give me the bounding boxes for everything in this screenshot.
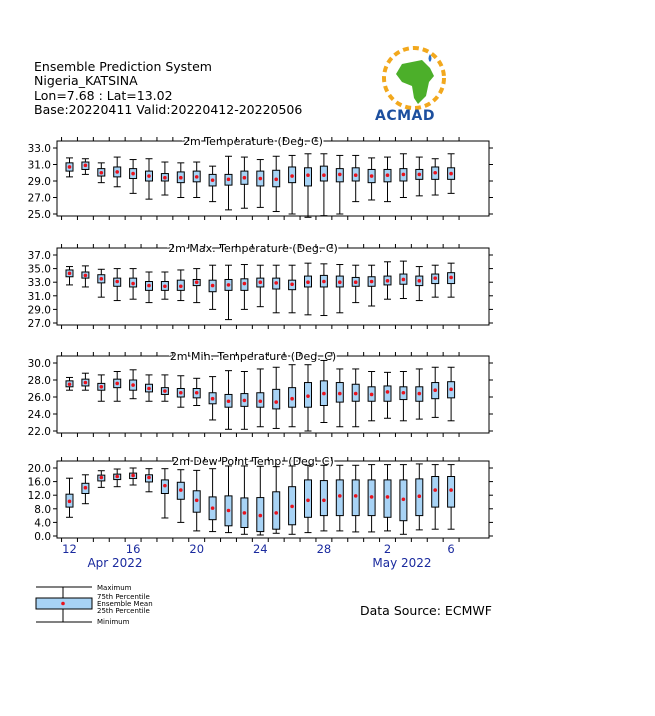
mean-dot xyxy=(147,174,151,178)
mean-dot xyxy=(211,284,215,288)
mean-dot xyxy=(449,172,453,176)
header-line-2: Nigeria_KATSINA xyxy=(34,73,138,88)
mean-dot xyxy=(147,387,151,391)
iqr-box xyxy=(273,492,280,529)
mean-dot xyxy=(131,383,135,387)
mean-dot xyxy=(274,281,278,285)
box-day-15 xyxy=(289,466,296,534)
mean-dot xyxy=(306,499,310,503)
y-tick-label: 22.0 xyxy=(27,426,51,438)
x-tick-label: 28 xyxy=(316,542,332,556)
box-day-8 xyxy=(177,376,184,407)
box-day-22 xyxy=(400,154,407,198)
mean-dot xyxy=(195,280,199,284)
mean-dot xyxy=(274,511,278,515)
panel-title: 2m Min. Temperature (Deg. C) xyxy=(169,350,337,363)
y-tick-label: 37.0 xyxy=(27,250,51,262)
mean-dot xyxy=(306,280,310,284)
y-tick-label: 31.0 xyxy=(27,290,51,303)
mean-dot xyxy=(274,400,278,404)
mean-dot xyxy=(322,499,326,503)
mean-dot xyxy=(100,277,104,281)
panel-2 xyxy=(28,242,493,330)
box-day-20 xyxy=(368,465,375,532)
box-day-5 xyxy=(130,269,137,300)
y-tick-label: 8.0 xyxy=(34,503,51,516)
box-day-9 xyxy=(193,378,200,405)
mean-dot xyxy=(243,511,247,515)
box-day-7 xyxy=(161,272,168,299)
mean-dot xyxy=(147,476,151,480)
box-day-4 xyxy=(114,469,121,487)
box-day-24 xyxy=(432,367,439,417)
box-day-18 xyxy=(336,369,343,427)
mean-dot xyxy=(131,474,135,478)
mean-dot xyxy=(370,280,374,284)
box-day-7 xyxy=(161,469,168,518)
box-day-4 xyxy=(114,372,121,402)
mean-dot xyxy=(418,173,422,177)
panel-title: 2m Max. Temperature (Deg. C) xyxy=(168,242,338,255)
mean-dot xyxy=(243,282,247,286)
mean-dot xyxy=(338,392,342,396)
mean-dot xyxy=(227,399,231,403)
box-day-17 xyxy=(320,154,327,216)
panel-1 xyxy=(28,135,493,221)
box-day-23 xyxy=(416,267,423,301)
box-day-13 xyxy=(257,160,264,208)
mean-dot xyxy=(115,382,119,386)
mean-dot xyxy=(227,283,231,287)
mean-dot xyxy=(84,486,88,490)
box-day-2 xyxy=(82,159,89,175)
box-day-13 xyxy=(257,265,264,306)
box-day-19 xyxy=(352,369,359,427)
box-day-15 xyxy=(289,365,296,427)
mean-dot xyxy=(179,284,183,288)
y-tick-label: 26.0 xyxy=(27,392,51,404)
x-tick-label: 24 xyxy=(252,542,268,556)
x-tick-label: 20 xyxy=(189,542,205,556)
box-day-21 xyxy=(384,372,391,418)
box-day-14 xyxy=(273,265,280,313)
data-source-label: Data Source: ECMWF xyxy=(360,603,492,618)
box-day-19 xyxy=(352,465,359,532)
box-day-6 xyxy=(146,375,153,401)
mean-dot xyxy=(449,488,453,492)
box-day-23 xyxy=(416,369,423,419)
box-day-21 xyxy=(384,262,391,299)
y-tick-label: 24.0 xyxy=(27,409,51,421)
y-tick-label: 28.0 xyxy=(27,375,51,387)
box-day-25 xyxy=(448,263,455,297)
box-day-12 xyxy=(241,466,248,534)
box-day-8 xyxy=(177,470,184,523)
box-day-24 xyxy=(432,465,439,530)
mean-dot xyxy=(179,488,183,492)
mean-dot xyxy=(211,178,215,182)
box-day-16 xyxy=(305,465,312,532)
box-day-17 xyxy=(320,264,327,316)
mean-dot xyxy=(195,499,199,503)
mean-dot xyxy=(322,280,326,284)
y-tick-label: 29.0 xyxy=(27,304,51,317)
y-tick-label: 4.0 xyxy=(34,517,51,530)
box-day-20 xyxy=(368,158,375,200)
mean-dot xyxy=(433,171,437,175)
box-day-2 xyxy=(82,266,89,287)
mean-dot xyxy=(354,173,358,177)
mean-dot xyxy=(68,165,72,169)
box-day-1 xyxy=(66,377,73,390)
box-day-16 xyxy=(305,365,312,431)
box-day-9 xyxy=(193,269,200,303)
mean-dot xyxy=(418,279,422,283)
box-day-8 xyxy=(177,163,184,198)
box-day-3 xyxy=(98,471,105,488)
mean-dot xyxy=(68,382,72,386)
box-day-1 xyxy=(66,267,73,285)
mean-dot xyxy=(402,278,406,282)
legend-p75-label: 75th Percentile xyxy=(97,593,150,601)
mean-dot xyxy=(449,276,453,280)
box-day-6 xyxy=(146,469,153,492)
y-tick-label: 16.0 xyxy=(27,476,51,489)
y-tick-label: 27.0 xyxy=(27,192,51,205)
y-tick-label: 12.0 xyxy=(27,490,51,503)
legend xyxy=(36,587,92,622)
legend-p25-label: 25th Percentile xyxy=(97,607,150,615)
legend-maximum-label: Maximum xyxy=(97,584,132,592)
box-day-12 xyxy=(241,372,248,430)
mean-dot xyxy=(84,274,88,278)
mean-dot xyxy=(100,385,104,389)
mean-dot xyxy=(195,391,199,395)
mean-dot xyxy=(290,174,294,178)
mean-dot xyxy=(338,494,342,498)
box-day-22 xyxy=(400,261,407,298)
mean-dot xyxy=(243,176,247,180)
month-label-apr: Apr 2022 xyxy=(87,556,143,570)
mean-dot xyxy=(354,494,358,498)
x-tick-label: 12 xyxy=(62,542,77,556)
mean-dot xyxy=(84,381,88,385)
mean-dot xyxy=(306,394,310,398)
box-day-1 xyxy=(66,158,73,177)
iqr-box xyxy=(273,389,280,409)
mean-dot xyxy=(147,284,151,288)
mean-dot xyxy=(322,173,326,177)
mean-dot xyxy=(386,495,390,499)
mean-dot xyxy=(370,495,374,499)
mean-dot xyxy=(211,397,215,401)
mean-dot xyxy=(354,392,358,396)
mean-dot xyxy=(418,494,422,498)
y-tick-label: 33.0 xyxy=(27,277,51,290)
box-day-2 xyxy=(82,475,89,504)
panel-title: 2m Dew Point Temp. (Deg. C) xyxy=(172,455,334,468)
header-line-1: Ensemble Prediction System xyxy=(34,59,212,74)
mean-dot xyxy=(418,392,422,396)
mean-dot xyxy=(370,174,374,178)
box-day-18 xyxy=(336,465,343,531)
mean-dot xyxy=(68,500,72,504)
mean-dot xyxy=(370,393,374,397)
mean-dot xyxy=(433,388,437,392)
box-day-20 xyxy=(368,372,375,421)
x-tick-label: 16 xyxy=(125,542,141,556)
box-day-12 xyxy=(241,265,248,310)
x-tick-label: 2 xyxy=(383,542,392,556)
mean-dot xyxy=(211,506,215,510)
box-day-7 xyxy=(161,375,168,401)
box-day-5 xyxy=(130,468,137,485)
mean-dot xyxy=(68,272,72,276)
box-day-10 xyxy=(209,377,216,420)
y-tick-label: 31.0 xyxy=(27,159,51,172)
box-day-25 xyxy=(448,367,455,421)
iqr-box xyxy=(320,481,327,516)
box-day-9 xyxy=(193,470,200,531)
box-day-13 xyxy=(257,369,264,427)
legend-mean-label: Ensemble Mean xyxy=(97,600,153,608)
box-day-10 xyxy=(209,265,216,309)
mean-dot xyxy=(290,282,294,286)
box-day-9 xyxy=(193,162,200,197)
box-day-25 xyxy=(448,154,455,194)
box-day-1 xyxy=(66,478,73,517)
box-day-22 xyxy=(400,465,407,535)
box-day-8 xyxy=(177,270,184,301)
acmad-logo-text: ACMAD xyxy=(375,108,435,124)
mean-dot xyxy=(386,390,390,394)
legend-minimum-label: Minimum xyxy=(97,618,130,626)
y-tick-label: 30.0 xyxy=(27,358,51,370)
y-tick-label: 0.0 xyxy=(34,531,51,543)
box-day-18 xyxy=(336,265,343,313)
box-day-23 xyxy=(416,157,423,196)
header-line-4: Base:20220411 Valid:20220412-20220506 xyxy=(34,102,303,117)
box-day-11 xyxy=(225,156,232,210)
box-day-3 xyxy=(98,375,105,401)
mean-dot xyxy=(433,488,437,492)
box-day-16 xyxy=(305,263,312,315)
box-day-16 xyxy=(305,154,312,218)
box-day-14 xyxy=(273,467,280,534)
mean-dot xyxy=(433,276,437,280)
mean-dot xyxy=(402,391,406,395)
mean-dot xyxy=(386,279,390,283)
box-day-5 xyxy=(130,160,137,194)
mean-dot xyxy=(131,172,135,176)
mean-dot xyxy=(402,497,406,501)
mean-dot xyxy=(290,397,294,401)
box-day-15 xyxy=(289,265,296,313)
mean-dot xyxy=(163,176,167,180)
mean-dot xyxy=(163,284,167,288)
box-day-23 xyxy=(416,464,423,530)
y-tick-label: 27.0 xyxy=(27,318,51,330)
y-tick-label: 29.0 xyxy=(27,176,51,188)
box-day-14 xyxy=(273,367,280,428)
box-day-19 xyxy=(352,265,359,302)
y-tick-label: 20.0 xyxy=(27,463,51,475)
box-day-10 xyxy=(209,166,216,201)
mean-dot xyxy=(259,177,263,181)
month-label-may: May 2022 xyxy=(372,556,432,570)
legend-mean-dot xyxy=(61,602,65,606)
mean-dot xyxy=(259,280,263,284)
mean-dot xyxy=(306,173,310,177)
mean-dot xyxy=(100,171,104,175)
mean-dot xyxy=(227,178,231,182)
box-day-21 xyxy=(384,465,391,531)
header-line-3: Lon=7.68 : Lat=13.02 xyxy=(34,88,173,103)
box-day-17 xyxy=(320,360,327,422)
iqr-box xyxy=(352,480,359,516)
mean-dot xyxy=(259,514,263,518)
box-day-2 xyxy=(82,373,89,390)
box-day-20 xyxy=(368,265,375,306)
box-day-5 xyxy=(130,370,137,399)
mean-dot xyxy=(386,173,390,177)
mean-dot xyxy=(274,178,278,182)
box-day-18 xyxy=(336,155,343,214)
box-day-3 xyxy=(98,163,105,183)
box-day-15 xyxy=(289,155,296,214)
mean-dot xyxy=(115,170,119,174)
box-day-24 xyxy=(432,265,439,297)
box-day-25 xyxy=(448,465,455,530)
box-day-7 xyxy=(161,162,168,195)
mean-dot xyxy=(163,484,167,488)
mean-dot xyxy=(227,509,231,513)
box-day-11 xyxy=(225,371,232,430)
y-tick-label: 35.0 xyxy=(27,263,51,276)
x-tick-label: 6 xyxy=(447,542,455,556)
mean-dot xyxy=(131,282,135,286)
y-tick-label: 33.0 xyxy=(27,143,51,155)
box-day-17 xyxy=(320,465,327,531)
box-day-11 xyxy=(225,466,232,533)
box-day-6 xyxy=(146,272,153,303)
box-day-22 xyxy=(400,372,407,421)
box-day-19 xyxy=(352,155,359,201)
mean-dot xyxy=(338,173,342,177)
box-day-12 xyxy=(241,157,248,208)
box-day-24 xyxy=(432,159,439,195)
mean-dot xyxy=(163,389,167,393)
box-day-10 xyxy=(209,469,216,532)
box-day-14 xyxy=(273,156,280,211)
panel-4 xyxy=(28,455,493,543)
mean-dot xyxy=(290,505,294,509)
mean-dot xyxy=(115,475,119,479)
mean-dot xyxy=(354,280,358,284)
box-day-11 xyxy=(225,265,232,319)
box-day-4 xyxy=(114,269,121,301)
mean-dot xyxy=(243,399,247,403)
mean-dot xyxy=(100,476,104,480)
box-day-13 xyxy=(257,466,264,535)
mean-dot xyxy=(259,399,263,403)
mean-dot xyxy=(84,164,88,168)
mean-dot xyxy=(179,176,183,180)
mean-dot xyxy=(115,280,119,284)
mean-dot xyxy=(195,175,199,179)
iqr-box xyxy=(336,480,343,516)
mean-dot xyxy=(322,392,326,396)
panel-title: 2m Temperature (Deg. C) xyxy=(183,135,323,148)
box-day-4 xyxy=(114,157,121,187)
y-tick-label: 25.0 xyxy=(27,209,51,221)
mean-dot xyxy=(402,173,406,177)
mean-dot xyxy=(179,391,183,395)
mean-dot xyxy=(449,388,453,392)
box-day-6 xyxy=(146,159,153,199)
mean-dot xyxy=(338,280,342,284)
box-day-21 xyxy=(384,157,391,202)
box-day-3 xyxy=(98,269,105,297)
panel-3 xyxy=(28,350,493,438)
